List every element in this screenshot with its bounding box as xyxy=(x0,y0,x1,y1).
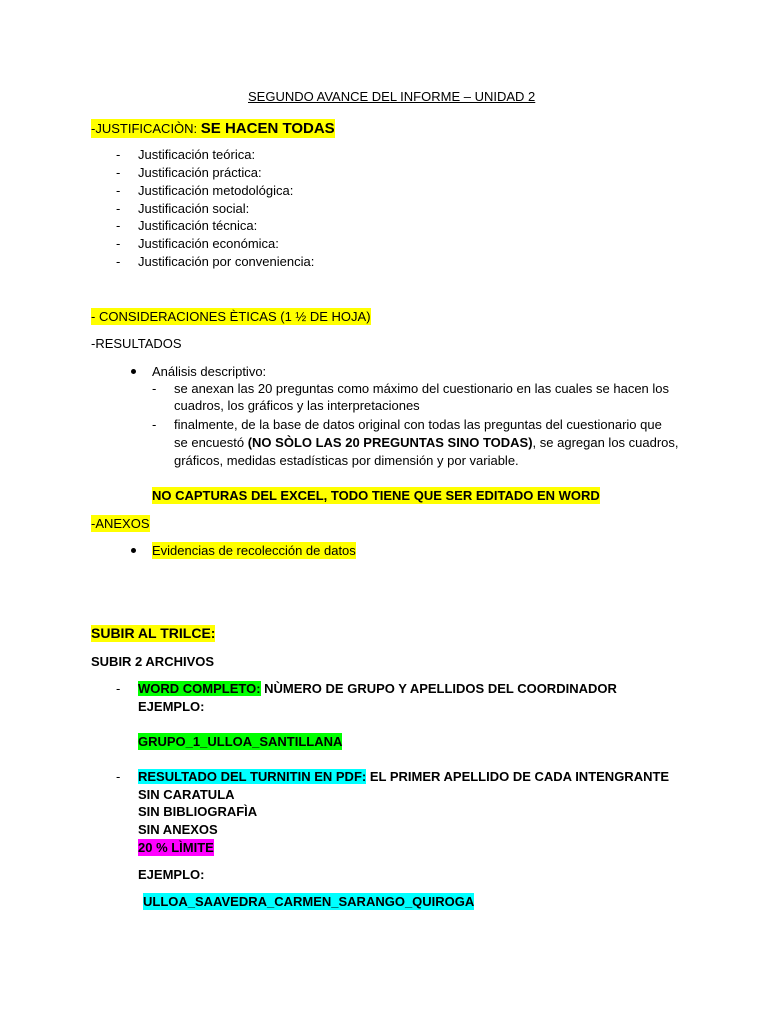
justificacion-label: -JUSTIFICACIÒN: xyxy=(91,121,201,136)
subir-heading: SUBIR AL TRILCE: xyxy=(91,625,216,641)
bullet-marker xyxy=(131,548,136,553)
sin-anexos: SIN ANEXOS xyxy=(138,822,218,837)
resultados-sub2-line2 xyxy=(174,434,679,451)
anexos-bullet: Evidencias de recolección de datos xyxy=(152,543,356,558)
turnitin-label: RESULTADO DEL TURNITIN EN PDF: xyxy=(138,769,367,784)
limite-badge: 20 % LÌMITE xyxy=(138,840,214,855)
turnitin-line xyxy=(138,768,669,785)
justificacion-heading xyxy=(91,119,335,138)
list-item: Justificación económica: xyxy=(138,236,279,251)
list-dash: - xyxy=(116,769,121,784)
turnitin-example-label: EJEMPLO: xyxy=(138,867,205,882)
list-dash: - xyxy=(116,183,121,198)
word-example-label: EJEMPLO: xyxy=(138,699,205,714)
list-dash: - xyxy=(116,681,121,696)
anexos-heading: -ANEXOS xyxy=(91,516,150,531)
list-dash: - xyxy=(116,236,121,251)
resultados-sub1-line1: se anexan las 20 preguntas como máximo del cuestionario en las cuales se hacen los xyxy=(174,381,670,396)
sin-caratula: SIN CARATULA xyxy=(138,787,235,802)
list-item: Justificación social: xyxy=(138,201,250,216)
list-item: Justificación por conveniencia: xyxy=(138,254,315,269)
sin-bibliografia: SIN BIBLIOGRAFÌA xyxy=(138,804,258,819)
subir-count: SUBIR 2 ARCHIVOS xyxy=(91,654,215,669)
bullet-marker xyxy=(131,369,136,374)
list-dash: - xyxy=(116,254,121,269)
resultados-heading: -RESULTADOS xyxy=(91,336,182,351)
list-dash: - xyxy=(152,381,157,396)
word-label: WORD COMPLETO: xyxy=(138,681,261,696)
sub2-text-a: se encuestó xyxy=(174,435,248,450)
resultados-bullet: Análisis descriptivo: xyxy=(152,364,267,379)
list-dash: - xyxy=(152,417,157,432)
word-text: NÙMERO DE GRUPO Y APELLIDOS DEL COORDINADOR xyxy=(260,681,617,696)
resultados-sub1-line2: cuadros, los gráficos y las interpretaciones xyxy=(174,398,420,413)
list-dash: - xyxy=(116,165,121,180)
warning-note: NO CAPTURAS DEL EXCEL, TODO TIENE QUE SER EDITADO EN WORD xyxy=(152,488,600,503)
list-dash: - xyxy=(116,218,121,233)
list-item: Justificación metodológica: xyxy=(138,183,294,198)
word-line xyxy=(138,680,617,697)
list-item: Justificación teórica: xyxy=(138,147,256,162)
resultados-sub2-line3: gráficos, medidas estadísticas por dimensión y por variable. xyxy=(174,453,519,468)
list-dash: - xyxy=(116,147,121,162)
list-item: Justificación técnica: xyxy=(138,218,258,233)
justificacion-emphasis: SE HACEN TODAS xyxy=(200,120,335,137)
list-dash: - xyxy=(116,201,121,216)
page-title: SEGUNDO AVANCE DEL INFORME – UNIDAD 2 xyxy=(248,89,536,104)
consideraciones-heading: - CONSIDERACIONES ÈTICAS (1 ½ DE HOJA) xyxy=(91,309,371,324)
turnitin-text: EL PRIMER APELLIDO DE CADA INTENGRANTE xyxy=(366,769,670,784)
word-example: GRUPO_1_ULLOA_SANTILLANA xyxy=(138,734,343,749)
turnitin-example: ULLOA_SAAVEDRA_CARMEN_SARANGO_QUIROGA xyxy=(143,894,475,909)
sub2-text-bold: (NO SÒLO LAS 20 PREGUNTAS SINO TODAS) xyxy=(247,435,533,450)
resultados-sub2-line1: finalmente, de la base de datos original con todas las preguntas del cuestionario que xyxy=(174,417,662,432)
sub2-text-c: , se agregan los cuadros, xyxy=(532,435,679,450)
list-item: Justificación práctica: xyxy=(138,165,262,180)
